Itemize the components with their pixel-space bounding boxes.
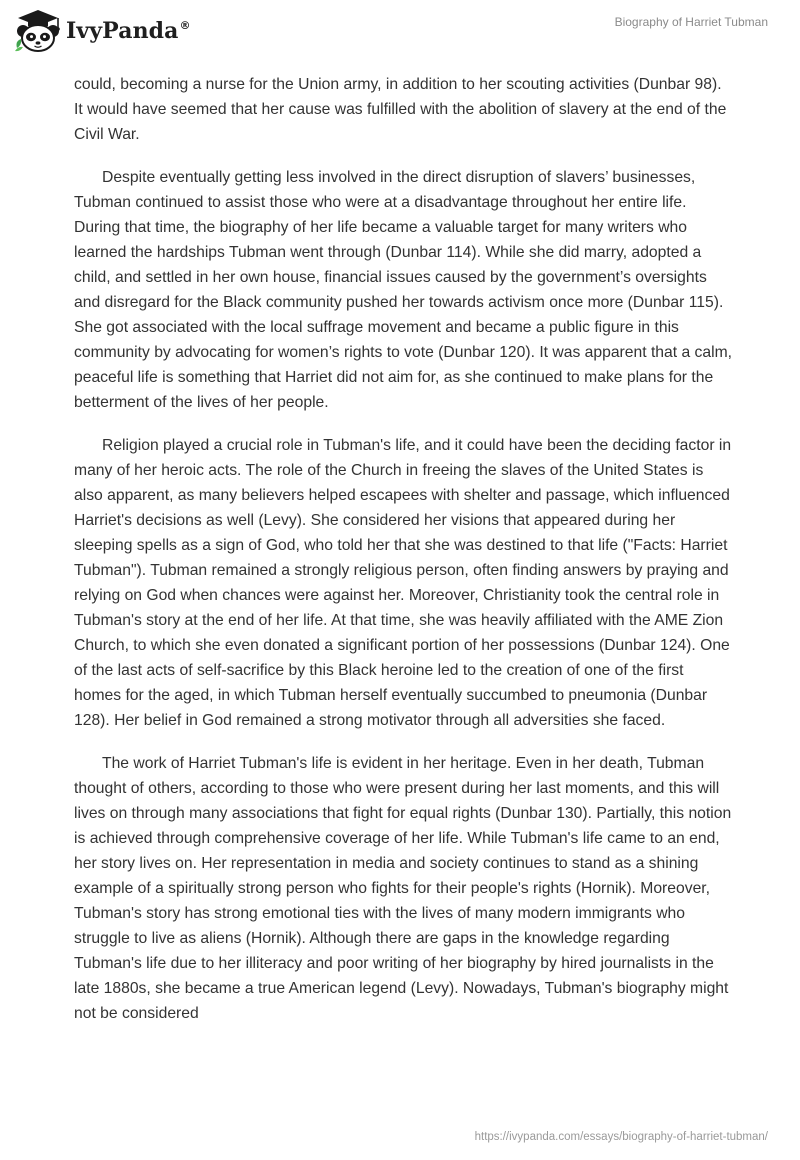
paragraph: Despite eventually getting less involved in the direct disruption of slavers’ businesses, Tubman continued to assist those who were at a disadvantage throughout her entire life. During that time, the biography of her life became a valuable target for many writers who learned the hardships Tubman went through (Dunbar 114). While she did marry, adopted a child, and settled in her own house, financial issues caused by the government’s oversights and disregard for the Black community pushed her towards activism once more (Dunbar 115). She got associated with the local suffrage movement and became a public figure in this community by advocating for women’s rights to vote (Dunbar 120). It was apparent that a calm, peaceful life is something that Harriet did not aim for, as she continued to make plans for the betterment of the lives of her people. <box>74 169 733 411</box>
essay-body <box>74 72 734 1044</box>
page-header <box>0 0 800 64</box>
logo-wordmark <box>66 18 191 44</box>
document-title: Biography of Harriet Tubman <box>614 15 768 29</box>
paragraph: could, becoming a nurse for the Union army, in addition to her scouting activities (Dunbar 98). It would have seemed that her cause was fulfilled with the abolition of slavery at the end of the Civil War. <box>74 76 727 143</box>
paragraph: Religion played a crucial role in Tubman's life, and it could have been the deciding factor in many of her heroic acts. The role of the Church in freeing the slaves of the United States is also apparent, as many believers helped escapees with shelter and passage, which influenced Harriet's decisions as well (Levy). She considered her visions that appeared during her sleeping spells as a sign of God, who told her that she was destined to that life ("Facts: Harriet Tubman"). Tubman remained a strongly religious person, often finding answers by praying and relying on God when chances were against her. Moreover, Christianity took the central role in Tubman's story at the end of her life. At that time, she was heavily affiliated with the AME Zion Church, to which she even donated a significant portion of her possessions (Dunbar 124). One of the last acts of self-sacrifice by this Black heroine led to the creation of one of the first homes for the aged, in which Tubman herself eventually succumbed to pneumonia (Dunbar 128). Her belief in God remained a strong motivator through all adversities she faced. <box>74 437 732 729</box>
logo-name: IvyPanda <box>66 18 179 44</box>
registered-mark: ® <box>179 19 191 32</box>
ivypanda-logo[interactable] <box>14 8 191 54</box>
source-url[interactable]: https://ivypanda.com/essays/biography-of-harriet-tubman/ <box>474 1131 768 1143</box>
panda-icon <box>14 8 62 54</box>
paragraph: The work of Harriet Tubman's life is evident in her heritage. Even in her death, Tubman thought of others, according to those who were present during her last moments, and this will lives on through many associations that fight for equal rights (Dunbar 130). Partially, this notion is achieved through comprehensive coverage of her life. While Tubman's life came to an end, her story lives on. Her representation in media and society continues to stand as a shining example of a spiritually strong person who fights for their people's rights (Hornik). Moreover, Tubman's story has strong emotional ties with the lives of many modern immigrants who struggle to live as aliens (Hornik). Although there are gaps in the knowledge regarding Tubman's life due to her illiteracy and poor writing of her biography by hired journalists in the late 1880s, she became a true American legend (Levy). Nowadays, Tubman's biography might not be considered <box>74 755 732 1022</box>
